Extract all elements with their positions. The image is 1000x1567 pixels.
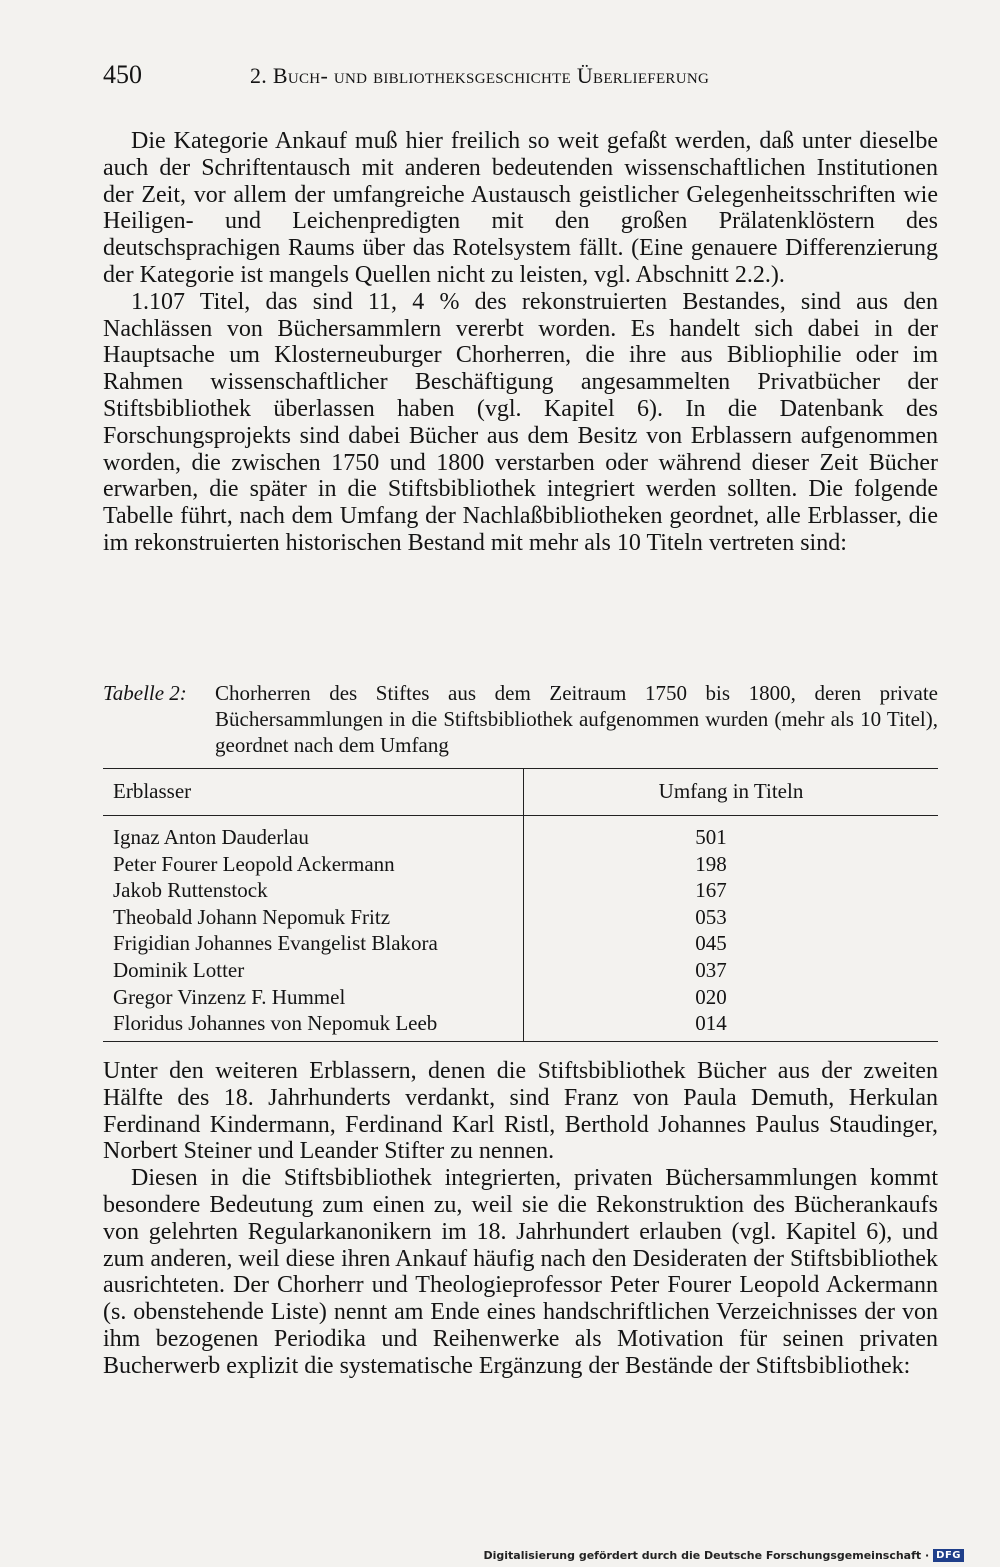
cell-name: Jakob Ruttenstock xyxy=(103,877,524,904)
table-caption-text: Chorherren des Stiftes aus dem Zeitraum 1750 bis 1800, deren private Büchersammlungen in die Stiftsbibliothek aufgenommen wurden (mehr als 10 Titel), geordnet nach dem Umfang xyxy=(215,681,938,757)
cell-name: Floridus Johannes von Nepomuk Leeb xyxy=(103,1010,524,1041)
cell-count: 501 xyxy=(695,825,727,849)
table-caption xyxy=(103,680,938,758)
cell-count: 014 xyxy=(524,1010,939,1041)
table-header-row xyxy=(103,769,938,816)
dfg-logo-icon: DFG xyxy=(933,1549,964,1562)
paragraph: Unter den weiteren Erblassern, denen die Stiftsbibliothek Bücher aus der zweiten Hälfte des 18. Jahrhunderts verdankt, sind Franz von Paula Demuth, Herkulan Ferdinand Kindermann, Ferdinand Karl Ristl, Berthold Johannes Paulus Staudinger, Norbert Steiner und Leander Stifter zu nennen. xyxy=(103,1058,938,1165)
paragraph: Die Kategorie Ankauf muß hier freilich so weit gefaßt werden, daß unter dieselbe auch der Schriftentausch mit anderen bedeutenden wissenschaftlichen Institutionen der Zeit, vor allem der umfangreiche Austausch geistlicher Gelegenheitsschriften wie Heiligen- und Leichenpredigten mit den großen Prälatenklöstern des deutschsprachigen Raums über das Rotelsystem fällt. (Eine genauere Differenzierung der Kategorie ist mangels Quellen nicht zu leisten, vgl. Abschnitt 2.2.). xyxy=(103,128,938,288)
column-header-erblasser: Erblasser xyxy=(103,769,524,816)
cell-name: Peter Fourer Leopold Ackermann xyxy=(103,851,524,878)
table-row xyxy=(103,877,938,904)
table-row xyxy=(103,904,938,931)
cell-count: 167 xyxy=(695,878,727,903)
cell-count: 198 xyxy=(695,851,727,876)
page-header xyxy=(103,60,938,92)
cell-count: 037 xyxy=(695,957,727,982)
cell-name: Frigidian Johannes Evangelist Blakora xyxy=(103,930,524,957)
cell-name: Gregor Vinzenz F. Hummel xyxy=(103,984,524,1011)
paragraph: 1.107 Titel, das sind 11, 4 % des rekonstruierten Bestandes, sind aus den Nachlässen von Büchersammlern vererbt worden. Es handelt sich dabei in der Hauptsache um Klosterneuburger Chorherren, die ihre aus Bibliophilie oder im Rahmen wissenschaftlicher Beschäftigung angesammelten Privatbücher der Stiftsbibliothek überlassen haben (vgl. Kapitel 6). In die Datenbank des Forschungsprojekts sind dabei Bücher aus dem Besitz von Erblassern aufgenommen worden, die zwischen 1750 und 1800 verstarben oder während dieser Zeit Bücher erwarben, die später in die Stiftsbibliothek integriert werden sollten. Die folgende Tabelle führt, nach dem Umfang der Nachlaßbibliotheken geordnet, alle Erblasser, die im rekonstruierten historischen Bestand mit mehr als 10 Titeln vertreten sind: xyxy=(103,288,938,556)
footer-note-text: Digitalisierung gefördert durch die Deutsche Forschungsgemeinschaft · xyxy=(483,1549,930,1562)
page-number: 450 xyxy=(103,60,142,89)
digitization-footer xyxy=(483,1549,964,1562)
text-block-bottom xyxy=(103,1058,938,1380)
text-block-top xyxy=(103,128,938,557)
table-row xyxy=(103,984,938,1011)
table-row xyxy=(103,851,938,878)
cell-count: 020 xyxy=(695,984,727,1009)
table-row xyxy=(103,957,938,984)
bequest-table xyxy=(103,768,938,1042)
cell-count: 053 xyxy=(695,904,727,929)
cell-count: 045 xyxy=(695,931,727,956)
table-row xyxy=(103,816,938,851)
column-header-umfang: Umfang in Titeln xyxy=(524,769,939,816)
cell-name: Ignaz Anton Dauderlau xyxy=(103,816,524,851)
table-caption-label: Tabelle 2: xyxy=(103,681,187,705)
cell-name: Theobald Johann Nepomuk Fritz xyxy=(103,904,524,931)
table xyxy=(103,768,938,1042)
cell-name: Dominik Lotter xyxy=(103,957,524,984)
paragraph: Diesen in die Stiftsbibliothek integrierten, privaten Büchersammlungen kommt besondere Bedeutung zum einen zu, weil sie die Rekonstruktion des Bücherankaufs von gelehrten Regularkanonikern im 18. Jahrhundert erlauben (vgl. Kapitel 6), und zum anderen, weil diese ihren Ankauf häufig nach den Desideraten der Stiftsbibliothek ausrichteten. Der Chorherr und Theologieprofessor Peter Fourer Leopold Ackermann (s. obenstehende Liste) nennt am Ende eines handschriftlichen Verzeichnisses der von ihm bezogenen Periodika und Reihenwerke als Motivation für seinen privaten Bucherwerb explizit die systematische Ergänzung der Bestände der Stiftsbibliothek: xyxy=(103,1165,938,1379)
table-row xyxy=(103,1010,938,1041)
table-row xyxy=(103,930,938,957)
running-head: 2. Buch- und bibliotheksgeschichte Überlieferung xyxy=(250,63,710,88)
